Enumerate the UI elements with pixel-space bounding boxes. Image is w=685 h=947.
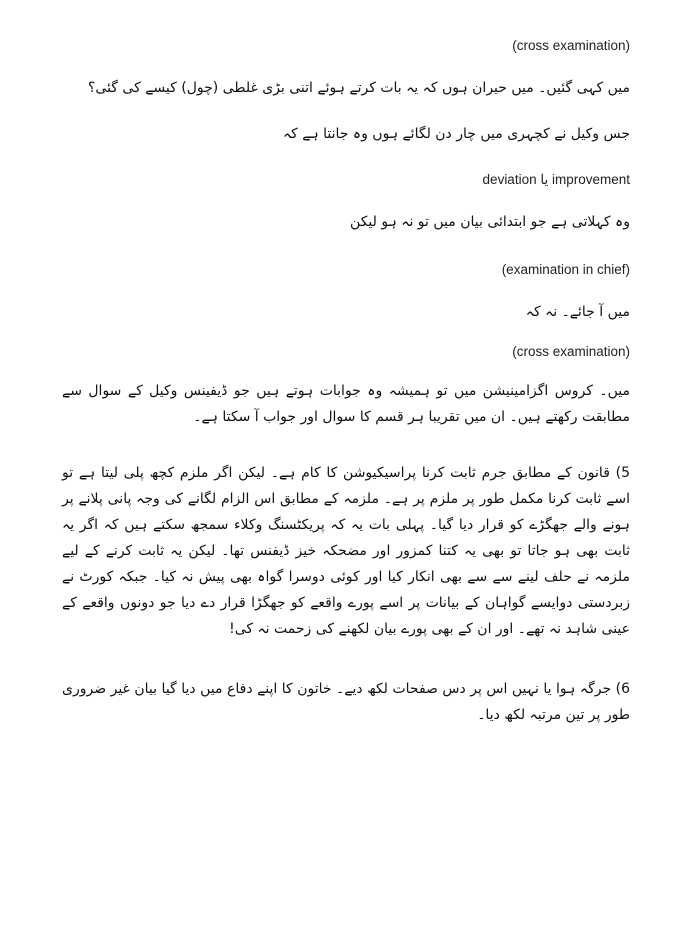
text-line-2: جس وکیل نے کچہری میں چار دن لگائے ہوں وہ جانتا ہے کہ bbox=[282, 126, 630, 142]
term-deviation-improvement: deviation یا improvement bbox=[482, 172, 630, 187]
paragraph-point-6: 6) جرگہ ہوا یا نہیں اس پر دس صفحات لکھ دیے۔ خاتون کا اپنے دفاع میں دیا گیا بیان غیر ضروری طور پر تین مرتبہ لکھ دیا۔ bbox=[62, 681, 630, 723]
text-line-1: میں کہی گئیں۔ میں حیران ہوں کہ یہ بات کرتے ہوئے اتنی بڑی غلطی (چول) کیسے کی گئی؟ bbox=[87, 80, 630, 96]
paragraph-cross-examination: میں۔ کروس اگزامینیشن میں تو ہمیشہ وہ جوابات ہوتے ہیں جو ڈیفینس وکیل کے سوال سے مطابقت رکھتے ہیں۔ ان میں تقریبا ہر قسم کا سوال اور جواب آ سکتا ہے۔ bbox=[62, 383, 630, 425]
term-cross-examination-2: (cross examination) bbox=[512, 344, 630, 359]
text-line-4: میں آ جائے۔ نہ کہ bbox=[525, 304, 630, 320]
term-cross-examination-1: (cross examination) bbox=[512, 38, 630, 53]
term-examination-in-chief: (examination in chief) bbox=[501, 262, 630, 277]
paragraph-point-5: 5) قانون کے مطابق جرم ثابت کرنا پراسیکیوشن کا کام ہے۔ لیکن اگر ملزم کچھ پلی لیتا ہے تو اسے ثابت کرنا مکمل طور پر ملزم پر ہے۔ ملزمہ کے مطابق اس الزام لگانے کی وجہ پانی پلانے پر ہونے والے جھگڑے کو قرار دیا گیا۔ پہلی بات یہ کہ پریکٹسنگ وکلاء سمجھ سکتے ہیں کہ اگر یہ ثابت بھی ہو جاتا تو بھی یہ کتنا کمزور اور مضحکہ خیز ڈیفنس تھا۔ لیکن یہ ثابت کرنے کے لیے ملزمہ نے حلف لینے سے سے بھی انکار کیا اور کوئی دوسرا گواہ بھی پیش نہ کیا۔ جبکہ کورٹ نے زبردستی دوایسے گواہان کے بیانات پر اسے پورے واقعے کو جھگڑا قرار دے دیا جو دونوں واقعے کے عینی شاہد نہ تھے۔ اور ان کے بھی پورے بیان لکھنے کی زحمت نہ کی! bbox=[62, 465, 630, 637]
text-line-3: وہ کہلاتی ہے جو ابتدائی بیان میں تو نہ ہو لیکن bbox=[350, 214, 630, 230]
